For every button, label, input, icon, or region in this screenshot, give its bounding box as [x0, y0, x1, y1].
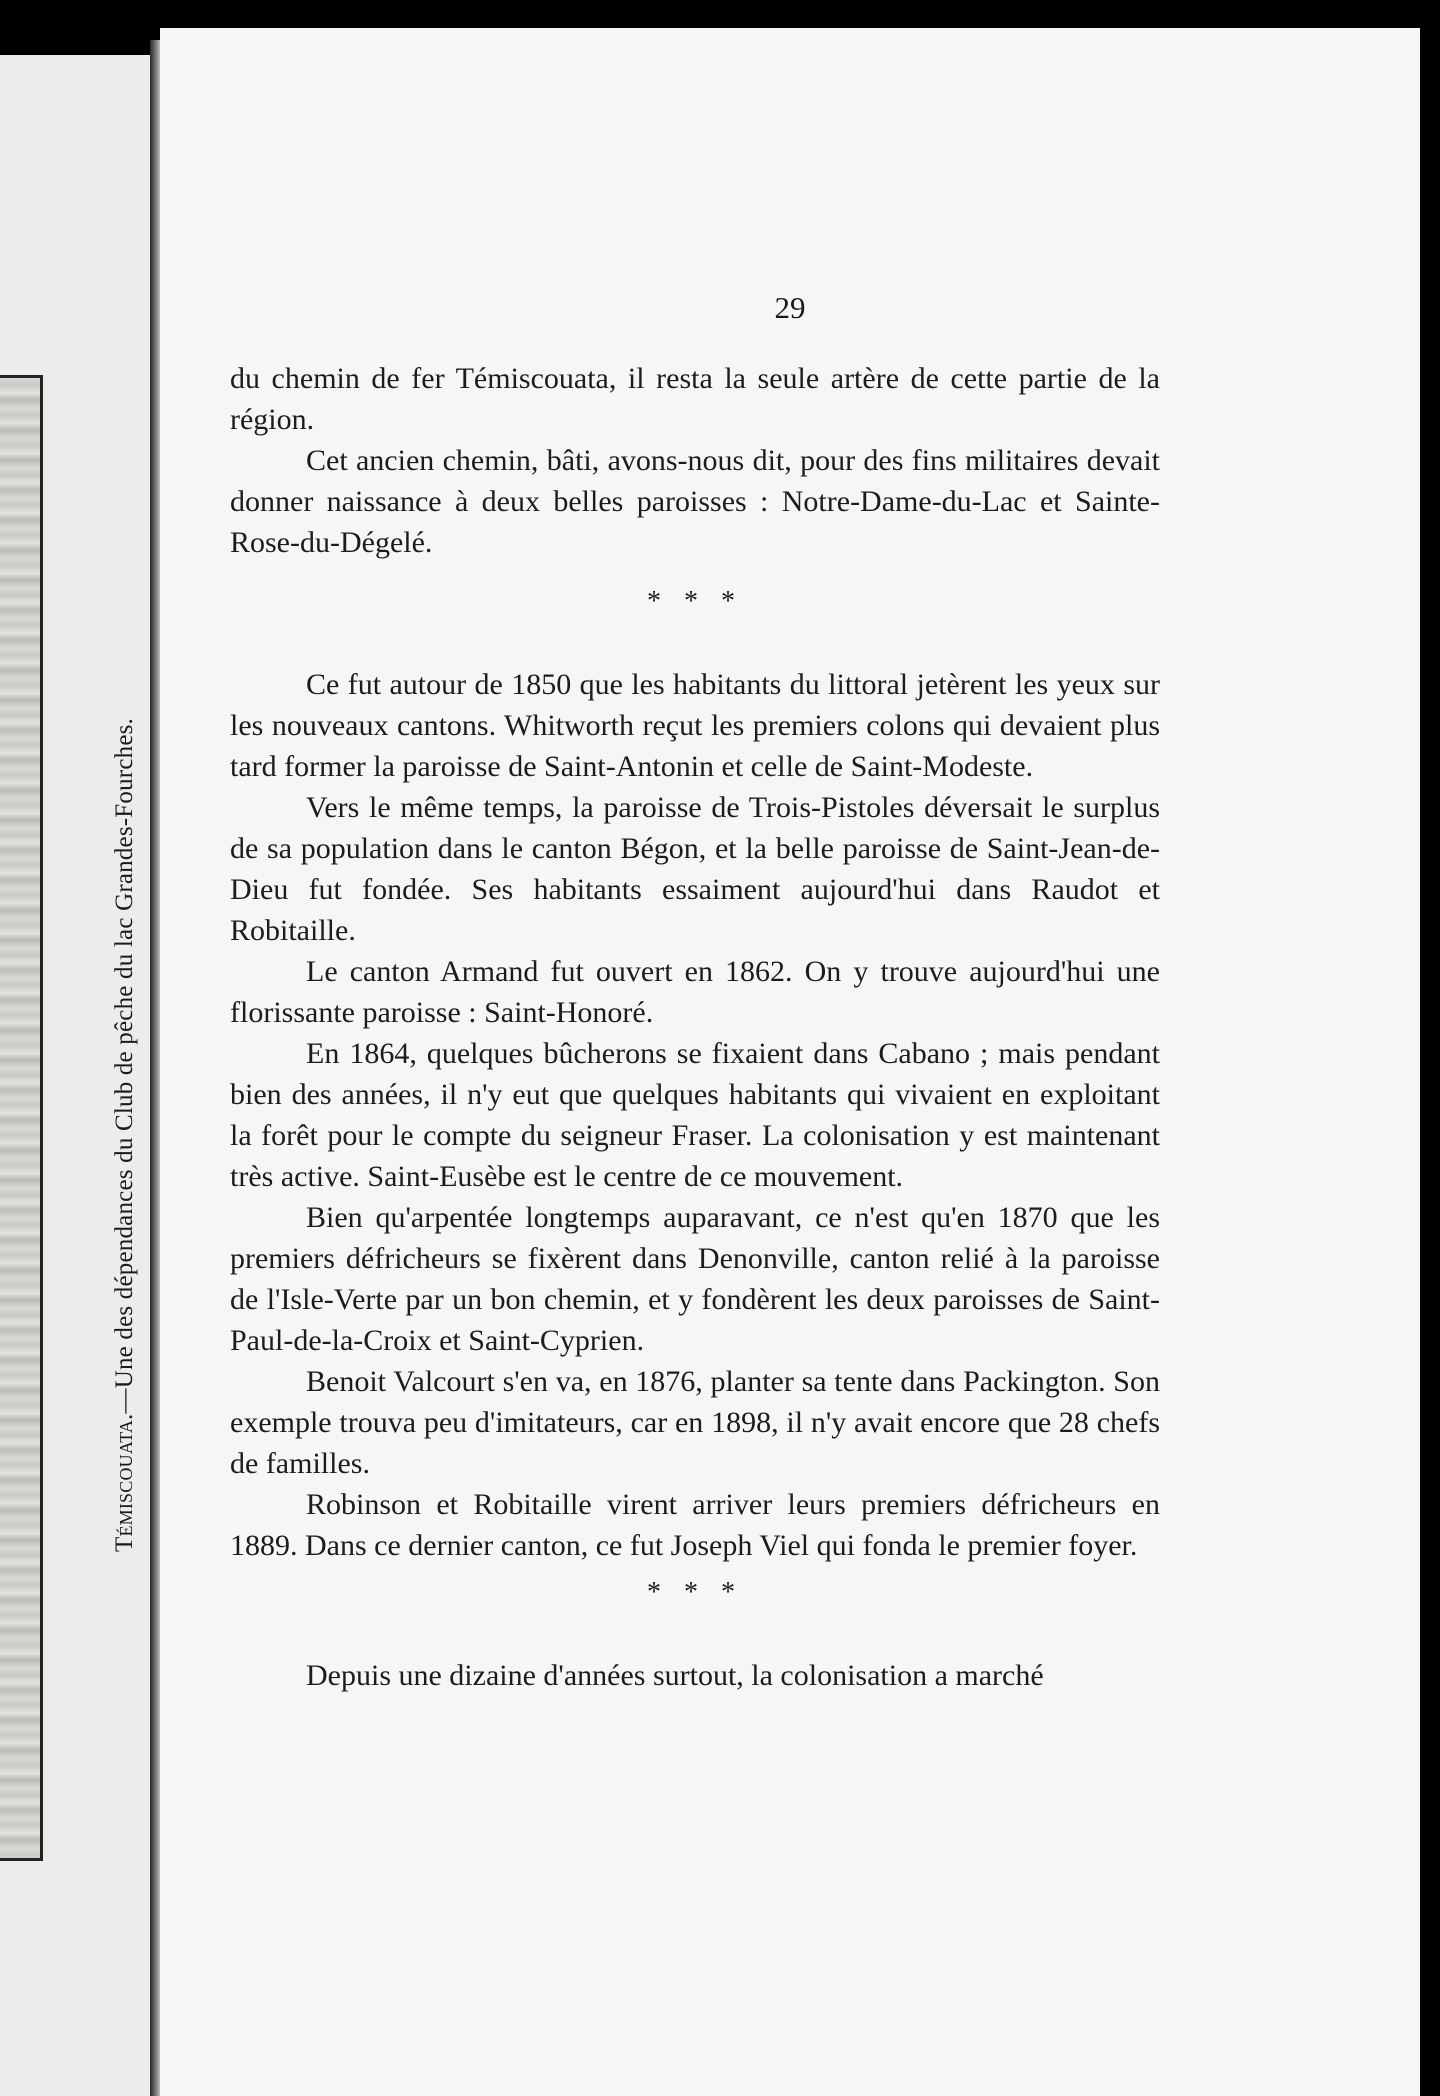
section-break: [230, 581, 1160, 622]
page-number: 29: [774, 290, 806, 325]
caption-text: —Une des dépendances du Club de pêche du lac Grandes-Fourches.: [111, 717, 138, 1414]
book-gutter: [150, 40, 160, 2096]
caption-place-name: Témiscouata.: [111, 1413, 138, 1553]
paragraph: Vers le même temps, la paroisse de Trois-Pistoles déversait le surplus de sa population dans le canton Bégon, et la belle paroisse de Saint-Jean-de-Dieu fut fondée. Ses habitants essaiment aujourd'hui dans Raudot et Robitaille.: [230, 791, 1160, 947]
paragraph: Cet ancien chemin, bâti, avons-nous dit, pour des fins militaires devait donner naissance à deux belles paroisses : Notre-Dame-du-Lac et Sainte-Rose-du-Dégelé.: [230, 444, 1160, 559]
paragraph: Depuis une dizaine d'années surtout, la colonisation a marché: [306, 1659, 1044, 1692]
photo-caption: [111, 718, 139, 1552]
paragraph: Benoit Valcourt s'en va, en 1876, planter sa tente dans Packington. Son exemple trouva peu d'imitateurs, car en 1898, il n'y avait encore que 28 chefs de familles.: [230, 1365, 1160, 1480]
asterism: * * *: [647, 1577, 743, 1608]
facing-page: [0, 55, 150, 2096]
paragraph: Bien qu'arpentée longtemps auparavant, ce n'est qu'en 1870 que les premiers défricheurs se fixèrent dans Denonville, canton relié à la paroisse de l'Isle-Verte par un bon chemin, et y fondèrent les deux paroisses de Saint-Paul-de-la-Croix et Saint-Cyprien.: [230, 1201, 1160, 1357]
body-text: [230, 358, 1160, 1696]
paragraph: Robinson et Robitaille virent arriver leurs premiers défricheurs en 1889. Dans ce dernier canton, ce fut Joseph Viel qui fonda le premier foyer.: [230, 1488, 1160, 1562]
paragraph: du chemin de fer Témiscouata, il resta la seule artère de cette partie de la région.: [230, 362, 1160, 436]
book-page: [160, 28, 1420, 2096]
section-break: [230, 1572, 1160, 1613]
paragraph: Ce fut autour de 1850 que les habitants du littoral jetèrent les yeux sur les nouveaux cantons. Whitworth reçut les premiers colons qui devaient plus tard former la paroisse de Saint-Antonin et celle de Saint-Modeste.: [230, 668, 1160, 783]
facing-page-photograph: [0, 375, 43, 1861]
asterism: * * *: [647, 586, 743, 617]
paragraph: En 1864, quelques bûcherons se fixaient dans Cabano ; mais pendant bien des années, il n'y eut que quelques habitants qui vivaient en exploitant la forêt pour le compte du seigneur Fraser. La colonisation y est maintenant très active. Saint-Eusèbe est le centre de ce mouvement.: [230, 1037, 1160, 1193]
paragraph: Le canton Armand fut ouvert en 1862. On y trouve aujourd'hui une florissante paroisse : Saint-Honoré.: [230, 955, 1160, 1029]
